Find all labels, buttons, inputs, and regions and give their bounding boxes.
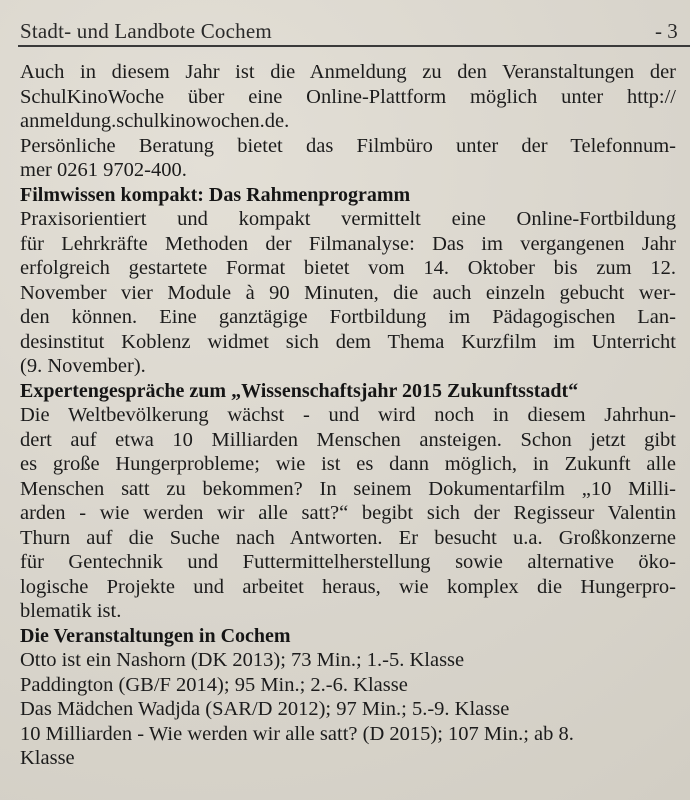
text-line: logische Projekte und arbeitet heraus, wie komplex die Hungerpro-	[20, 575, 676, 598]
text-line: (9. November).	[20, 355, 146, 377]
text-line: es große Hungerprobleme; wie ist es dann möglich, in Zukunft alle	[20, 453, 676, 475]
event-item: 10 Milliarden - Wie werden wir alle satt? (D 2015); 107 Min.; ab 8.	[20, 722, 574, 745]
text-line: erfolgreich gestartete Format bietet vom 14. Oktober bis zum 12.	[20, 257, 676, 279]
text-line: November vier Module à 90 Minuten, die auch einzeln gebucht wer-	[20, 281, 676, 304]
text-line: anmeldung.schulkinowochen.de.	[20, 110, 290, 132]
text-line: blematik ist.	[20, 600, 122, 622]
paragraph-registration	[20, 60, 688, 183]
paragraph-fortbildung	[20, 207, 688, 379]
text-line: für Gentechnik und Futtermittelherstellung sowie alternative öko-	[20, 551, 676, 573]
section-heading-expertengespraeche: Expertengespräche zum „Wissenschaftsjahr 2015 Zukunftsstadt“	[20, 379, 579, 402]
text-line: SchulKinoWoche über eine Online-Plattform möglich unter http://	[20, 85, 676, 108]
section-heading-veranstaltungen: Die Veranstaltungen in Cochem	[20, 624, 291, 647]
newspaper-title: Stadt- und Landbote Cochem	[20, 19, 272, 43]
text-line: desinstitut Koblenz widmet sich dem Thema Kurzfilm im Unterricht	[20, 330, 676, 353]
event-item: Klasse	[20, 747, 75, 769]
newspaper-header	[0, 0, 690, 46]
event-item: Paddington (GB/F 2014); 95 Min.; 2.-6. Klasse	[20, 673, 408, 696]
event-item: Otto ist ein Nashorn (DK 2013); 73 Min.; 1.-5. Klasse	[20, 649, 465, 671]
paragraph-dokumentarfilm	[20, 403, 688, 624]
text-line: Die Weltbevölkerung wächst - und wird noch in diesem Jahrhun-	[20, 404, 676, 426]
text-line: Persönliche Beratung bietet das Filmbüro unter der Telefonnum-	[20, 134, 676, 157]
text-line: den können. Eine ganztägige Fortbildung im Pädagogischen Lan-	[20, 306, 676, 328]
article-body	[20, 60, 688, 771]
text-line: Auch in diesem Jahr ist die Anmeldung zu den Veranstaltungen der	[20, 61, 676, 83]
text-line: mer 0261 9702-400.	[20, 159, 187, 181]
section-heading-rahmenprogramm: Filmwissen kompakt: Das Rahmenprogramm	[20, 183, 411, 206]
event-item: Das Mädchen Wadjda (SAR/D 2012); 97 Min.; 5.-9. Klasse	[20, 698, 510, 720]
text-line: Praxisorientiert und kompakt vermittelt eine Online-Fortbildung	[20, 208, 676, 230]
header-rule	[18, 45, 690, 47]
text-line: arden - wie werden wir alle satt?“ begibt sich der Regisseur Valentin	[20, 502, 676, 524]
page-number: - 3	[655, 19, 678, 43]
event-list	[20, 648, 688, 771]
text-line: dert auf etwa 10 Milliarden Menschen ansteigen. Schon jetzt gibt	[20, 428, 676, 451]
text-line: Menschen satt zu bekommen? In seinem Dokumentarfilm „10 Milli-	[20, 477, 676, 500]
text-line: für Lehrkräfte Methoden der Filmanalyse: Das im vergangenen Jahr	[20, 232, 676, 255]
text-line: Thurn auf die Suche nach Antworten. Er besucht u.a. Großkonzerne	[20, 526, 676, 549]
